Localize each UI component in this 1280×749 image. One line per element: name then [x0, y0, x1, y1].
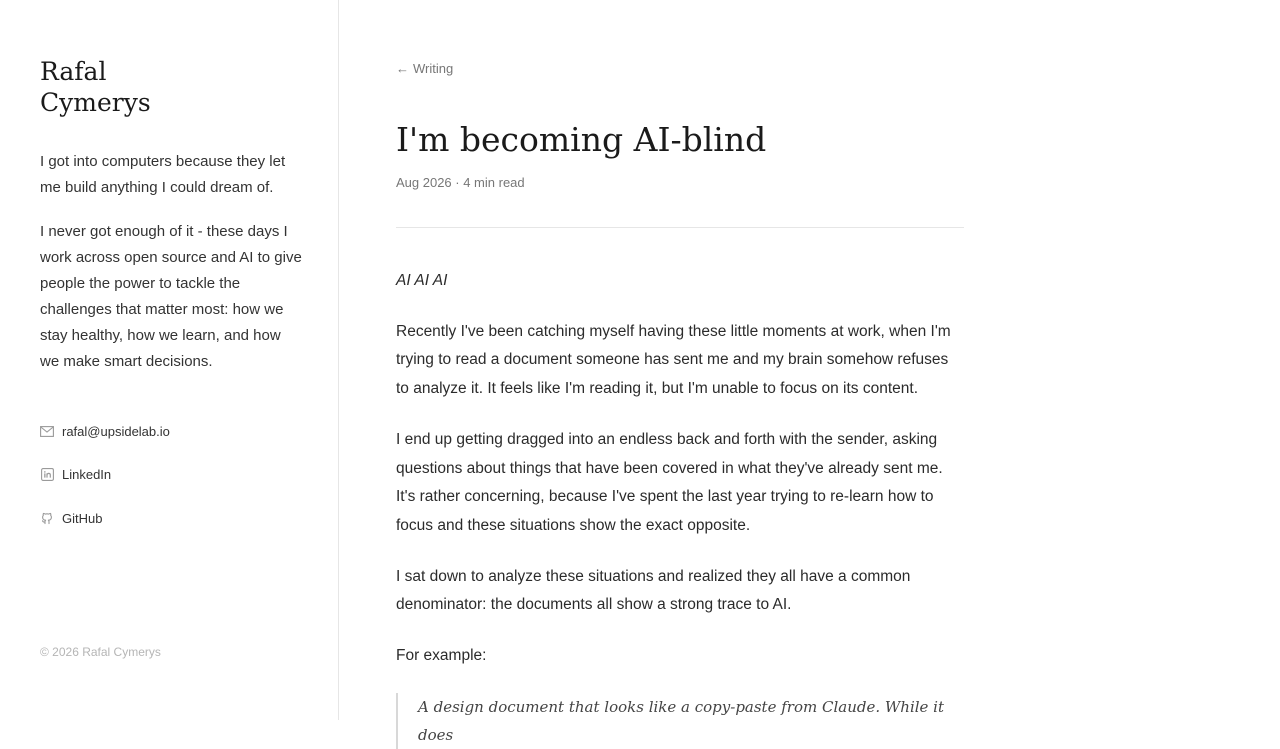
sidebar [0, 0, 339, 720]
divider [396, 227, 964, 228]
github-icon [40, 511, 54, 525]
article-body [396, 267, 964, 749]
article-paragraph: I sat down to analyze these situations and realized they all have a common denominator: the documents all show a strong trace to AI. [396, 567, 911, 614]
copyright: © 2026 Rafal Cymerys [40, 645, 161, 659]
article-paragraph: I end up getting dragged into an endless back and forth with the sender, asking questions about things that have been covered in what they've already sent me. It's rather concerning, because I've spent the last year trying to re-learn how to focus and these situations show the exact opposite. [396, 430, 943, 534]
author-name [40, 56, 151, 118]
github-link-label: GitHub [62, 510, 103, 526]
back-to-writing-link[interactable] [396, 61, 453, 76]
article-meta: Aug 2026 · 4 min read [396, 175, 525, 190]
article-lead: AI AI AI [396, 272, 448, 289]
author-bio [40, 149, 302, 393]
github-link[interactable] [40, 507, 170, 529]
bio-paragraph: I got into computers because they let me build anything I could dream of. [40, 153, 286, 196]
arrow-left-icon: ← [396, 61, 409, 76]
contact-links [40, 420, 170, 551]
email-link-label: rafal@upsidelab.io [62, 423, 170, 439]
article-paragraph: Recently I've been catching myself having these little moments at work, when I'm trying to read a document someone has sent me and my brain somehow refuses to analyze it. It feels like I'm reading it, but I'm unable to focus on its content. [396, 322, 951, 398]
linkedin-link[interactable] [40, 464, 170, 486]
back-link-label: Writing [413, 61, 454, 76]
mail-icon [40, 424, 54, 438]
linkedin-icon [40, 468, 54, 482]
email-link[interactable] [40, 420, 170, 442]
article-paragraph: For example: [396, 647, 487, 665]
bio-paragraph: I never got enough of it - these days I work across open source and AI to give people the power to tackle the challenges that matter most: how we stay healthy, how we learn, and how we make smart decisions. [40, 223, 302, 370]
article-title: I'm becoming AI-blind [396, 120, 767, 159]
author-name-last: Cymerys [40, 88, 151, 117]
linkedin-link-label: LinkedIn [62, 467, 112, 482]
author-name-first: Rafal [40, 57, 107, 86]
article-blockquote: A design document that looks like a copy-paste from Claude. While it does [396, 693, 964, 749]
